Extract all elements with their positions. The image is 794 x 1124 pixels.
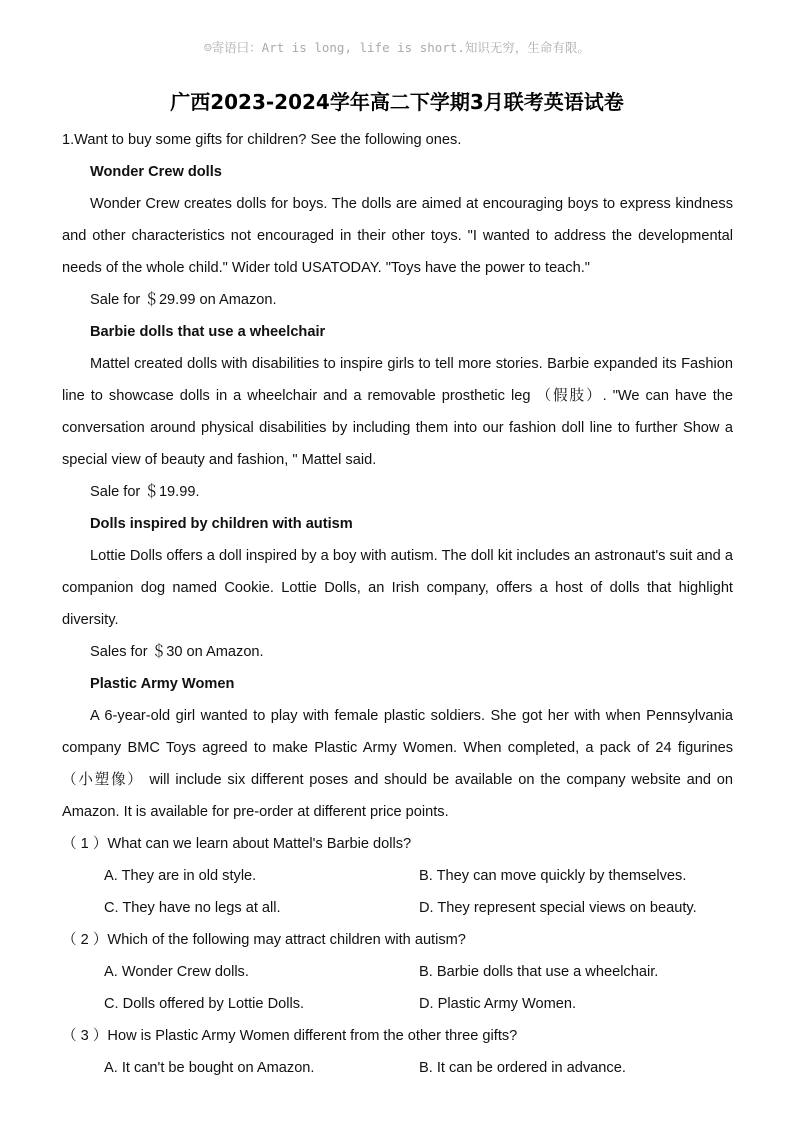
section-body: Lottie Dolls offers a doll inspired by a boy with autism. The doll kit includes an astronaut's suit and a companion dog named Cookie. Lottie Dolls, an Irish company, offers a host of dolls that highlight diversity. xyxy=(62,548,733,628)
option: D. Plastic Army Women. xyxy=(419,996,577,1012)
question-stem: （ 2 ）Which of the following may attract children with autism? xyxy=(62,932,466,948)
option: C. Dolls offered by Lottie Dolls. xyxy=(104,996,305,1012)
section-heading: Dolls inspired by children with autism xyxy=(90,516,353,532)
option: B. It can be ordered in advance. xyxy=(419,1060,626,1076)
header-motto: ☺寄语曰：Art is long, life is short.知识无穷，生命有限。 xyxy=(204,40,590,55)
question-stem: （ 1 ）What can we learn about Mattel's Barbie dolls? xyxy=(62,836,412,852)
page-title: 广西2023-2024学年高二下学期3月联考英语试卷 xyxy=(170,90,624,114)
section-heading: Wonder Crew dolls xyxy=(90,164,222,180)
section-heading: Barbie dolls that use a wheelchair xyxy=(90,324,326,340)
question-options xyxy=(62,860,733,924)
section-body: Wonder Crew creates dolls for boys. The dolls are aimed at encouraging boys to express kindness and other characteristics not encouraged in their other toys. "I wanted to address the developmental needs of the whole child." Wider told USATODAY. "Toys have the power to teach." xyxy=(62,196,733,276)
option: C. They have no legs at all. xyxy=(104,900,281,916)
question-stem: （ 3 ）How is Plastic Army Women different from the other three gifts? xyxy=(62,1028,518,1044)
intro: 1.Want to buy some gifts for children? See the following ones. xyxy=(62,132,462,148)
section-price: Sale for ＄19.99. xyxy=(90,484,200,500)
option: A. They are in old style. xyxy=(104,868,257,884)
question-options xyxy=(62,1052,733,1084)
option: A. It can't be bought on Amazon. xyxy=(104,1060,315,1076)
document-body xyxy=(62,124,733,1084)
option: B. They can move quickly by themselves. xyxy=(419,868,687,884)
section-price: Sale for ＄29.99 on Amazon. xyxy=(90,292,277,308)
option: D. They represent special views on beauty. xyxy=(419,900,697,916)
option: B. Barbie dolls that use a wheelchair. xyxy=(419,964,659,980)
option: A. Wonder Crew dolls. xyxy=(104,964,249,980)
section-body: Mattel created dolls with disabilities to inspire girls to tell more stories. Barbie expanded its Fashion line to showcase dolls in a wheelchair and a removable prosthetic leg （假肢）. "We can have the conversation around physical disabilities by including them into our fashion doll line to further Show a special view of beauty and fashion, " Mattel said. xyxy=(62,356,733,468)
section-heading: Plastic Army Women xyxy=(90,676,235,692)
section-body: A 6-year-old girl wanted to play with female plastic soldiers. She got her with when Pennsylvania company BMC Toys agreed to make Plastic Army Women. When completed, a pack of 24 figurines （小塑像） will include six different poses and should be available on the company website and on Amazon. It is available for pre-order at different price points. xyxy=(62,708,733,820)
section-price: Sales for ＄30 on Amazon. xyxy=(90,644,264,660)
question-options xyxy=(62,956,733,1020)
